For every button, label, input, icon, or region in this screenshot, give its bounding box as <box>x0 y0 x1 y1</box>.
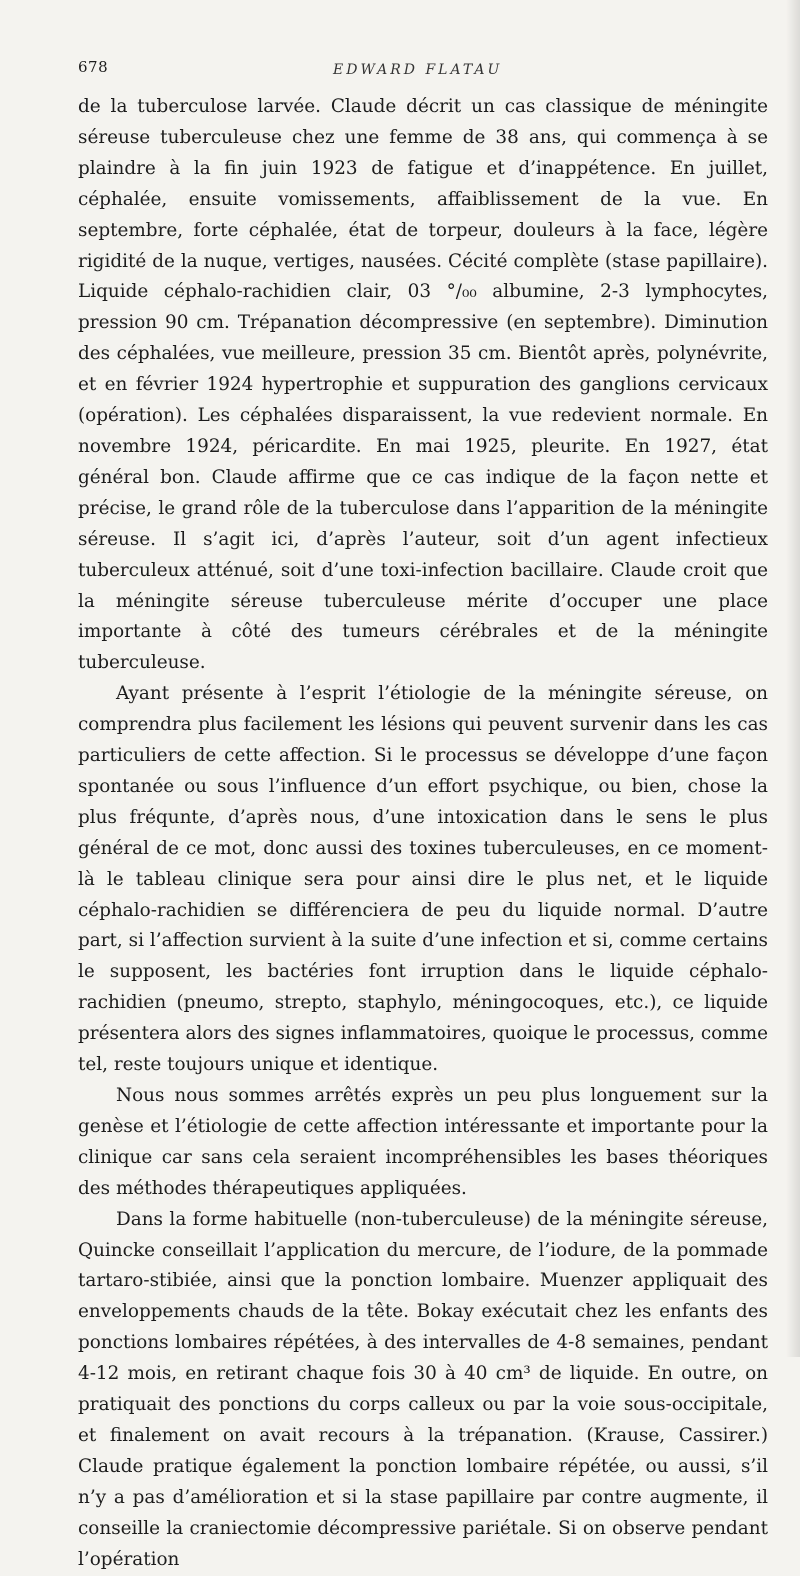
page-number: 678 <box>78 58 109 76</box>
paragraph-3: Nous nous sommes arrêtés exprès un peu plus longuement sur la genèse et l’étiologie de cette affection intéressante et importante pour la clinique car sans cela seraient incompréhensibles les bases théoriques des méthodes thérapeutiques appliquées. <box>78 1085 768 1199</box>
paragraph-1: de la tuberculose larvée. Claude décrit un cas classique de méningite séreuse tuberculeuse chez une femme de 38 ans, qui commença à se plaindre à la fin juin 1923 de fatigue et d’inappétence. En juillet, céphalée, ensuite vomissements, affaiblissement de la vue. En septembre, forte céphalée, état de torpeur, douleurs à la face, légère rigidité de la nuque, vertiges, nausées. Cécité complète (stase papillaire). Liquide céphalo-rachidien clair, 03 °/₀₀ albumine, 2-3 lymphocytes, pression 90 cm. Trépanation décompressive (en septembre). Diminution des céphalées, vue meilleure, pression 35 cm. Bientôt après, polynévrite, et en février 1924 hypertrophie et suppuration des ganglions cervicaux (opération). Les céphalées disparaissent, la vue redevient normale. En novembre 1924, péricardite. En mai 1925, pleurite. En 1927, état général bon. Claude affirme que ce cas indique de la façon nette et précise, le grand rôle de la tuberculose dans l’apparition de la méningite séreuse. Il s’agit ici, d’après l’auteur, soit d’un agent infectieux tuberculeux atténué, soit d’une toxi-infection bacillaire. Claude croit que la méningite séreuse tuberculeuse mérite d’occuper une place importante à côté des tumeurs cérébrales et de la méningite tuberculeuse. <box>78 96 768 674</box>
page-header <box>78 58 768 88</box>
page-edge-shadow <box>786 0 800 1357</box>
paragraph-2: Ayant présente à l’esprit l’étiologie de la méningite séreuse, on comprendra plus facilement les lésions qui peuvent survenir dans les cas particuliers de cette affection. Si le processus se développe d’une façon spontanée ou sous l’influence d’un effort psychique, ou bien, chose la plus fréqunte, d’après nous, d’une intoxication dans le sens le plus général de ce mot, donc aussi des toxines tuberculeuses, en ce moment-là le tableau clinique sera pour ainsi dire le plus net, et le liquide céphalo-rachidien se différenciera de peu du liquide normal. D’autre part, si l’affection survient à la suite d’une infection et si, comme certains le supposent, les bactéries font irruption dans le liquide céphalo-rachidien (pneumo, strepto, staphylo, méningocoques, etc.), ce liquide présentera alors des signes inflammatoires, quoique le processus, comme tel, reste toujours unique et identique. <box>78 683 768 1076</box>
body-text <box>78 92 768 1576</box>
running-head: EDWARD FLATAU <box>333 62 503 78</box>
paragraph-4: Dans la forme habituelle (non-tuberculeuse) de la méningite séreuse, Quincke conseillait l’application du mercure, de l’iodure, de la pommade tartaro-stibiée, ainsi que la ponction lombaire. Muenzer appliquait des enveloppements chauds de la tête. Bokay exécutait chez les enfants des ponctions lombaires répétées, à des intervalles de 4-8 semaines, pendant 4-12 mois, en retirant chaque fois 30 à 40 cm³ de liquide. En outre, on pratiquait des ponctions du corps calleux ou par la voie sous-occipitale, et finalement on avait recours à la trépanation. (Krause, Cassirer.) Claude pratique également la ponction lombaire répétée, ou aussi, s’il n’y a pas d’amélioration et si la stase papillaire par contre augmente, il conseille la craniectomie décompressive pariétale. Si on observe pendant l’opération <box>78 1208 768 1570</box>
